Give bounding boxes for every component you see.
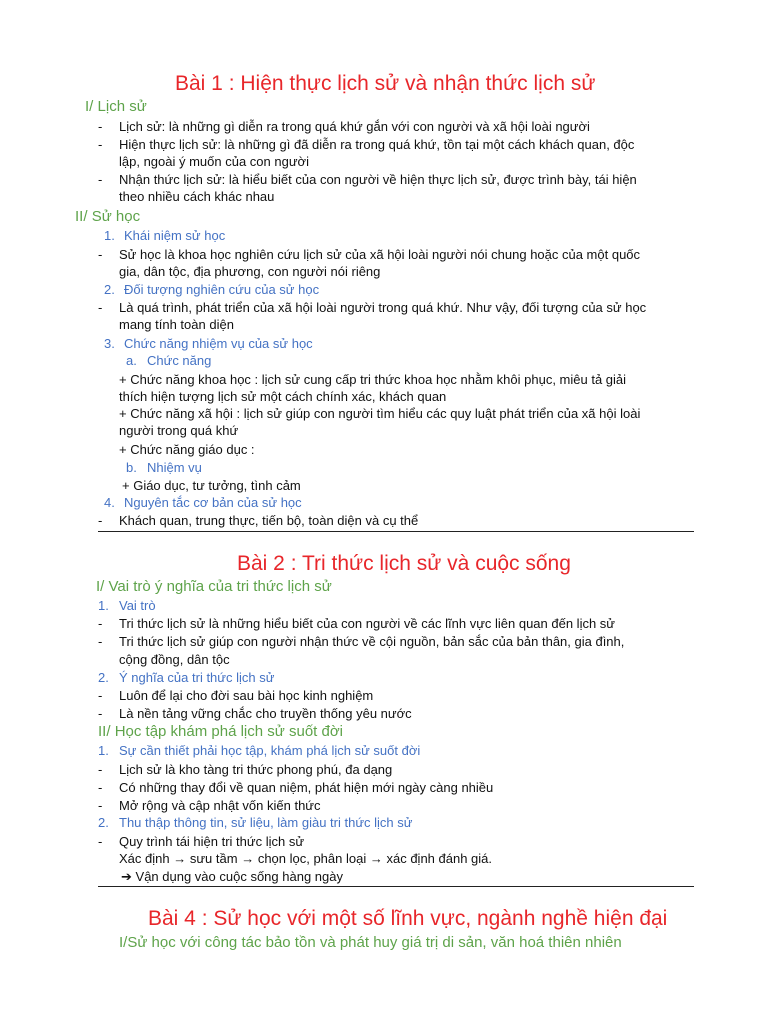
- lesson-1-title: Bài 1 : Hiện thực lịch sử và nhận thức lịch sử: [175, 72, 596, 95]
- subsection-title: Thu thập thông tin, sử liệu, làm giàu tri thức lịch sử: [119, 815, 413, 830]
- flow-step: xác định đánh giá.: [386, 851, 493, 866]
- subsubsection-letter: b.: [126, 460, 137, 475]
- paragraph-line: thích hiện tượng lịch sử một cách chính xác, khách quan: [119, 389, 447, 404]
- subsection-number: 3.: [104, 336, 115, 351]
- section-title: Sử học: [91, 208, 141, 225]
- paragraph-line: + Chức năng giáo dục :: [119, 442, 255, 457]
- subsection-heading: [104, 335, 313, 352]
- flow-step: sưu tầm: [189, 851, 238, 866]
- subsection-title: Khái niệm sử học: [124, 228, 226, 243]
- subsection-heading: [98, 669, 274, 686]
- bullet-dash: -: [98, 137, 103, 152]
- subsubsection-heading: [126, 459, 202, 476]
- bullet-dash: -: [98, 119, 103, 134]
- subsection-title: Nguyên tắc cơ bản của sử học: [124, 495, 302, 510]
- section-title: Lịch sử: [97, 98, 147, 115]
- subsection-number: 2.: [98, 815, 109, 830]
- list-item: Khách quan, trung thực, tiến bộ, toàn diện và cụ thể: [119, 513, 419, 528]
- list-item: Tri thức lịch sử giúp con người nhận thức về cội nguồn, bản sắc của bản thân, gia đình,: [119, 634, 625, 649]
- paragraph-line: + Chức năng xã hội : lịch sử giúp con người tìm hiểu các quy luật phát triển của xã hội loài: [119, 406, 641, 421]
- section-title: Sử học với công tác bảo tồn và phát huy giá trị di sản, văn hoá thiên nhiên: [127, 934, 622, 951]
- subsection-title: Sự cần thiết phải học tập, khám phá lịch sử suốt đời: [119, 743, 421, 758]
- flow-step: Xác định: [119, 851, 170, 866]
- bullet-dash: -: [98, 513, 103, 528]
- list-item: Nhận thức lịch sử: là hiểu biết của con người về hiện thực lịch sử, được trình bày, tái hiện: [119, 172, 637, 187]
- list-item: Hiện thực lịch sử: là những gì đã diễn ra trong quá khứ, tồn tại một cách khách quan, độc: [119, 137, 635, 152]
- process-flow: [119, 850, 492, 867]
- subsection-number: 4.: [104, 495, 115, 510]
- lesson-2-section-2-heading: [98, 722, 343, 741]
- list-item: Sử học là khoa học nghiên cứu lịch sử của xã hội loài người nói chung hoặc của một quốc: [119, 247, 641, 262]
- bullet-dash: -: [98, 300, 103, 315]
- list-item-continuation: lập, ngoài ý muốn của con người: [119, 154, 309, 169]
- paragraph-line: + Chức năng khoa học : lịch sử cung cấp tri thức khoa học nhằm khôi phục, miêu tả giải: [119, 372, 627, 387]
- section-title: Vai trò ý nghĩa của tri thức lịch sử: [108, 578, 332, 595]
- section-divider: [98, 886, 694, 887]
- list-item: Mở rộng và cập nhật vốn kiến thức: [119, 798, 321, 813]
- bullet-dash: -: [98, 247, 103, 262]
- subsection-title: Đối tượng nghiên cứu của sử học: [124, 282, 320, 297]
- list-item: Lịch sử: là những gì diễn ra trong quá khứ gắn với con người và xã hội loài người: [119, 119, 590, 134]
- subsubsection-letter: a.: [126, 353, 137, 368]
- list-item: Luôn để lại cho đời sau bài học kinh nghiệm: [119, 688, 374, 703]
- subsection-title: Vai trò: [119, 598, 156, 613]
- list-item: Quy trình tái hiện tri thức lịch sử: [119, 834, 305, 849]
- list-item: Là nền tảng vững chắc cho truyền thống yêu nước: [119, 706, 412, 721]
- right-arrow-icon: →: [173, 851, 187, 866]
- lesson-4-section-1-heading: [119, 933, 622, 952]
- section-title: Học tập khám phá lịch sử suốt đời: [114, 723, 344, 740]
- section-number: I/: [96, 578, 105, 595]
- bullet-dash: -: [98, 798, 103, 813]
- subsection-number: 2.: [98, 670, 109, 685]
- list-item: Lịch sử là kho tàng tri thức phong phú, đa dạng: [119, 762, 393, 777]
- subsection-number: 2.: [104, 282, 115, 297]
- bullet-dash: -: [98, 616, 103, 631]
- list-item-continuation: gia, dân tộc, địa phương, con người nói riêng: [119, 264, 381, 279]
- subsection-heading: [98, 814, 412, 831]
- subsection-heading: [104, 281, 319, 298]
- subsubsection-title: Nhiệm vụ: [147, 460, 202, 475]
- section-divider: [98, 531, 694, 532]
- subsection-heading: [98, 742, 420, 759]
- lesson-2-title: Bài 2 : Tri thức lịch sử và cuộc sống: [237, 552, 571, 575]
- list-item: Là quá trình, phát triển của xã hội loài người trong quá khứ. Như vậy, đối tượng của sử học: [119, 300, 647, 315]
- flow-result: [121, 868, 343, 885]
- subsection-title: Ý nghĩa của tri thức lịch sử: [119, 670, 275, 685]
- list-item-continuation: cộng đồng, dân tộc: [119, 652, 230, 667]
- bullet-dash: -: [98, 780, 103, 795]
- bullet-dash: -: [98, 634, 103, 649]
- paragraph-line: + Giáo dục, tư tưởng, tình cảm: [122, 478, 301, 493]
- right-arrow-icon: →: [241, 851, 255, 866]
- section-number: I/: [85, 98, 94, 115]
- section-number: II/: [98, 723, 111, 740]
- lesson-1-section-2-heading: [75, 207, 140, 226]
- subsubsection-heading: [126, 352, 211, 369]
- bullet-dash: -: [98, 762, 103, 777]
- list-item-continuation: theo nhiều cách khác nhau: [119, 189, 275, 204]
- list-item: Có những thay đổi về quan niệm, phát hiện mới ngày càng nhiều: [119, 780, 494, 795]
- lesson-2-section-1-heading: [96, 577, 332, 596]
- list-item-continuation: mang tính toàn diện: [119, 317, 234, 332]
- list-item: Tri thức lịch sử là những hiểu biết của con người về các lĩnh vực liên quan đến lịch sử: [119, 616, 616, 631]
- lesson-1-section-1-heading: [85, 97, 147, 116]
- bullet-dash: -: [98, 172, 103, 187]
- right-arrow-icon: →: [369, 851, 383, 866]
- lesson-4-title: Bài 4 : Sử học với một số lĩnh vực, ngành nghề hiện đại: [148, 907, 668, 930]
- flow-step: chọn lọc, phân loại: [257, 851, 367, 866]
- bullet-dash: -: [98, 834, 103, 849]
- subsection-number: 1.: [104, 228, 115, 243]
- section-number: II/: [75, 208, 88, 225]
- bullet-dash: -: [98, 706, 103, 721]
- subsection-heading: [98, 597, 156, 614]
- subsection-heading: [104, 494, 302, 511]
- flow-result-text: Vận dụng vào cuộc sống hàng ngày: [135, 869, 343, 884]
- subsection-number: 1.: [98, 598, 109, 613]
- subsubsection-title: Chức năng: [147, 353, 212, 368]
- section-number: I/: [119, 934, 128, 951]
- bullet-dash: -: [98, 688, 103, 703]
- subsection-number: 1.: [98, 743, 109, 758]
- subsection-title: Chức năng nhiệm vụ của sử học: [124, 336, 313, 351]
- paragraph-line: người trong quá khứ: [119, 423, 239, 438]
- subsection-heading: [104, 227, 225, 244]
- bold-arrow-icon: ➔: [121, 869, 132, 884]
